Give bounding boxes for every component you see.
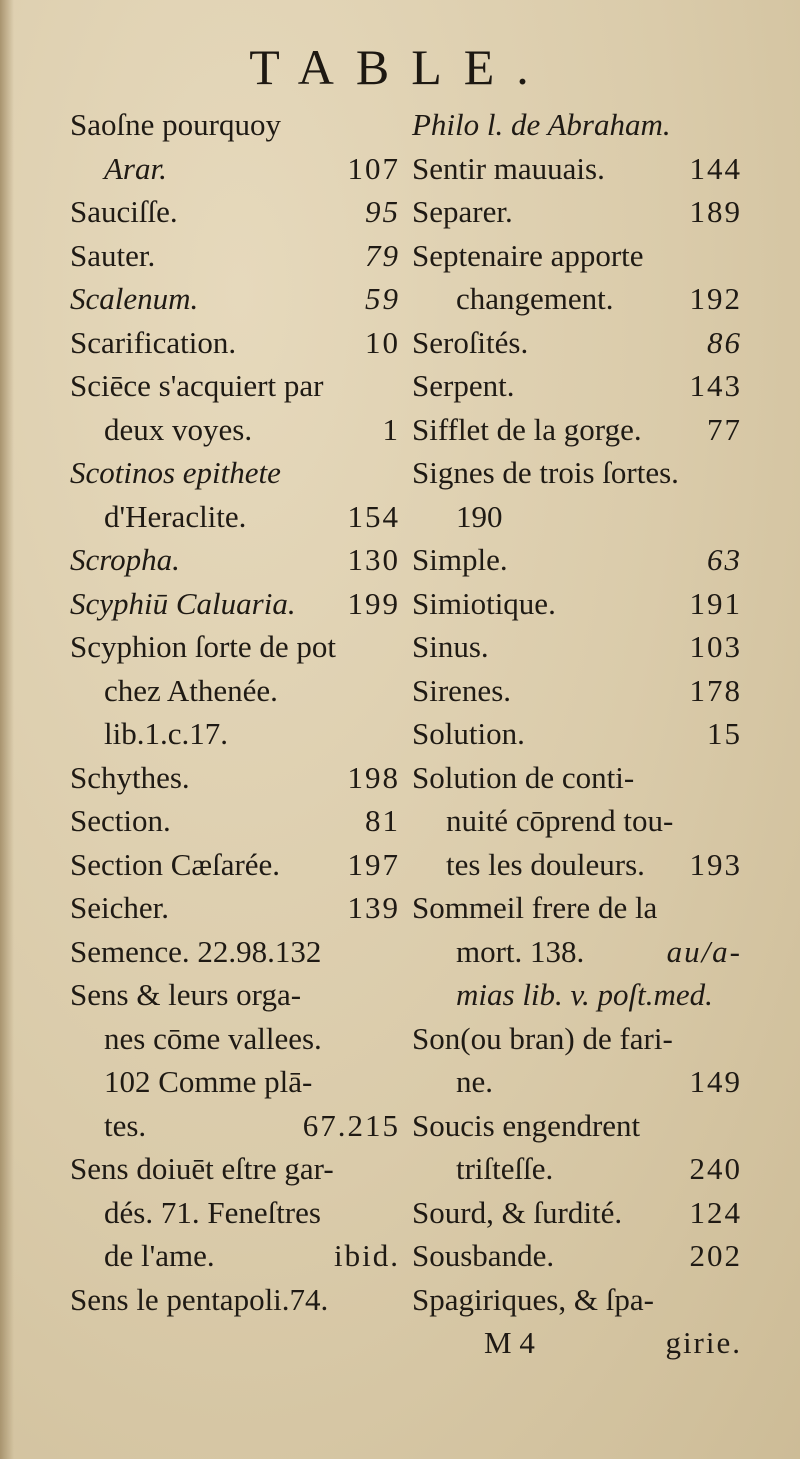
index-entry: Septenaire apporte — [412, 237, 644, 273]
index-entry: Spagiriques, & ſpa- — [412, 1281, 654, 1317]
index-entry: Simple. 63 — [412, 542, 742, 577]
index-entry: nes cōme vallees. — [104, 1020, 322, 1056]
index-entry: Sauciſſe. 95 — [70, 194, 400, 229]
index-entry: Sifflet de la gorge. 77 — [412, 411, 742, 447]
page-footer — [412, 1321, 742, 1365]
index-entry: Signes de trois ſortes. — [412, 455, 679, 490]
index-entry: Sauter. 79 — [70, 237, 400, 273]
catchword: girie. — [665, 1325, 742, 1360]
left-index-column — [70, 103, 400, 1321]
index-entry: tes les douleurs. 193 — [446, 846, 742, 882]
index-entry: Simiotique. 191 — [412, 585, 742, 621]
index-entry: Sens & leurs orga- — [70, 977, 302, 1012]
index-entry: Son(ou bran) de fari- — [412, 1020, 673, 1056]
index-entry: Separer. 189 — [412, 194, 742, 229]
index-entry: ne. 149 — [456, 1064, 742, 1099]
index-entry: Scyphiū Caluaria. 199 — [70, 585, 400, 621]
index-entry: Sens le pentapoli.74. — [70, 1281, 329, 1317]
index-entry: Sommeil frere de la — [412, 890, 658, 925]
right-index-column — [412, 103, 742, 1365]
index-entry: triſteſſe. 240 — [456, 1151, 742, 1186]
index-entry: 102 Comme plā- — [104, 1064, 313, 1099]
index-entry: Scalenum. 59 — [70, 281, 400, 316]
index-entry: lib.1.c.17. — [104, 716, 228, 751]
index-entry: Philo l. de Abraham. — [412, 107, 671, 142]
index-entry: nuité cōprend tou- — [446, 803, 674, 838]
index-entry: mort. 138. au/a- — [456, 933, 742, 969]
index-entry: tes. 67.215 — [104, 1107, 400, 1143]
index-entry: Section. 81 — [70, 803, 400, 838]
index-entry: Solution. 15 — [412, 716, 742, 751]
index-entry: deux voyes. 1 — [104, 411, 400, 447]
index-entry: Serpent. 143 — [412, 368, 742, 403]
index-entry: Sentir mauuais. 144 — [412, 150, 742, 186]
index-entry: Section Cæſarée. 197 — [70, 846, 400, 882]
index-entry: Scotinos epithete — [70, 455, 281, 490]
index-entry: Saoſne pourquoy — [70, 107, 281, 142]
index-entry: 190 — [456, 498, 503, 534]
index-entry: mias lib. v. poſt.med. — [456, 977, 713, 1012]
index-entry: Soucis engendrent — [412, 1107, 641, 1143]
index-entry: Seicher. 139 — [70, 890, 400, 925]
index-entry: dés. 71. Feneſtres — [104, 1194, 321, 1230]
index-entry: Scarification. 10 — [70, 324, 400, 360]
index-entry: Scyphion ſorte de pot — [70, 629, 337, 664]
index-entry: Sirenes. 178 — [412, 672, 742, 708]
index-entry: Sinus. 103 — [412, 629, 742, 664]
index-entry: Seroſités. 86 — [412, 324, 742, 360]
index-entry: Sourd, & ſurdité. 124 — [412, 1194, 742, 1230]
index-entry: Semence. 22.98.132 — [70, 933, 322, 969]
index-entry: de l'ame. ibid. — [104, 1238, 400, 1273]
index-entry: Arar. 107 — [104, 150, 400, 186]
page-title: TABLE. — [249, 39, 551, 95]
index-entry: changement. 192 — [456, 281, 742, 316]
index-entry: Scropha. 130 — [70, 542, 400, 577]
index-entry: d'Heraclite. 154 — [104, 498, 400, 534]
index-entry: Sousbande. 202 — [412, 1238, 742, 1273]
index-entry: Solution de conti- — [412, 759, 635, 795]
index-entry: Schythes. 198 — [70, 759, 400, 795]
index-entry: chez Athenée. — [104, 672, 278, 708]
index-entry: Sens doiuēt eſtre gar- — [70, 1151, 334, 1186]
index-entry: Sciēce s'acquiert par — [70, 368, 324, 403]
signature-mark: M 4 — [484, 1325, 535, 1360]
